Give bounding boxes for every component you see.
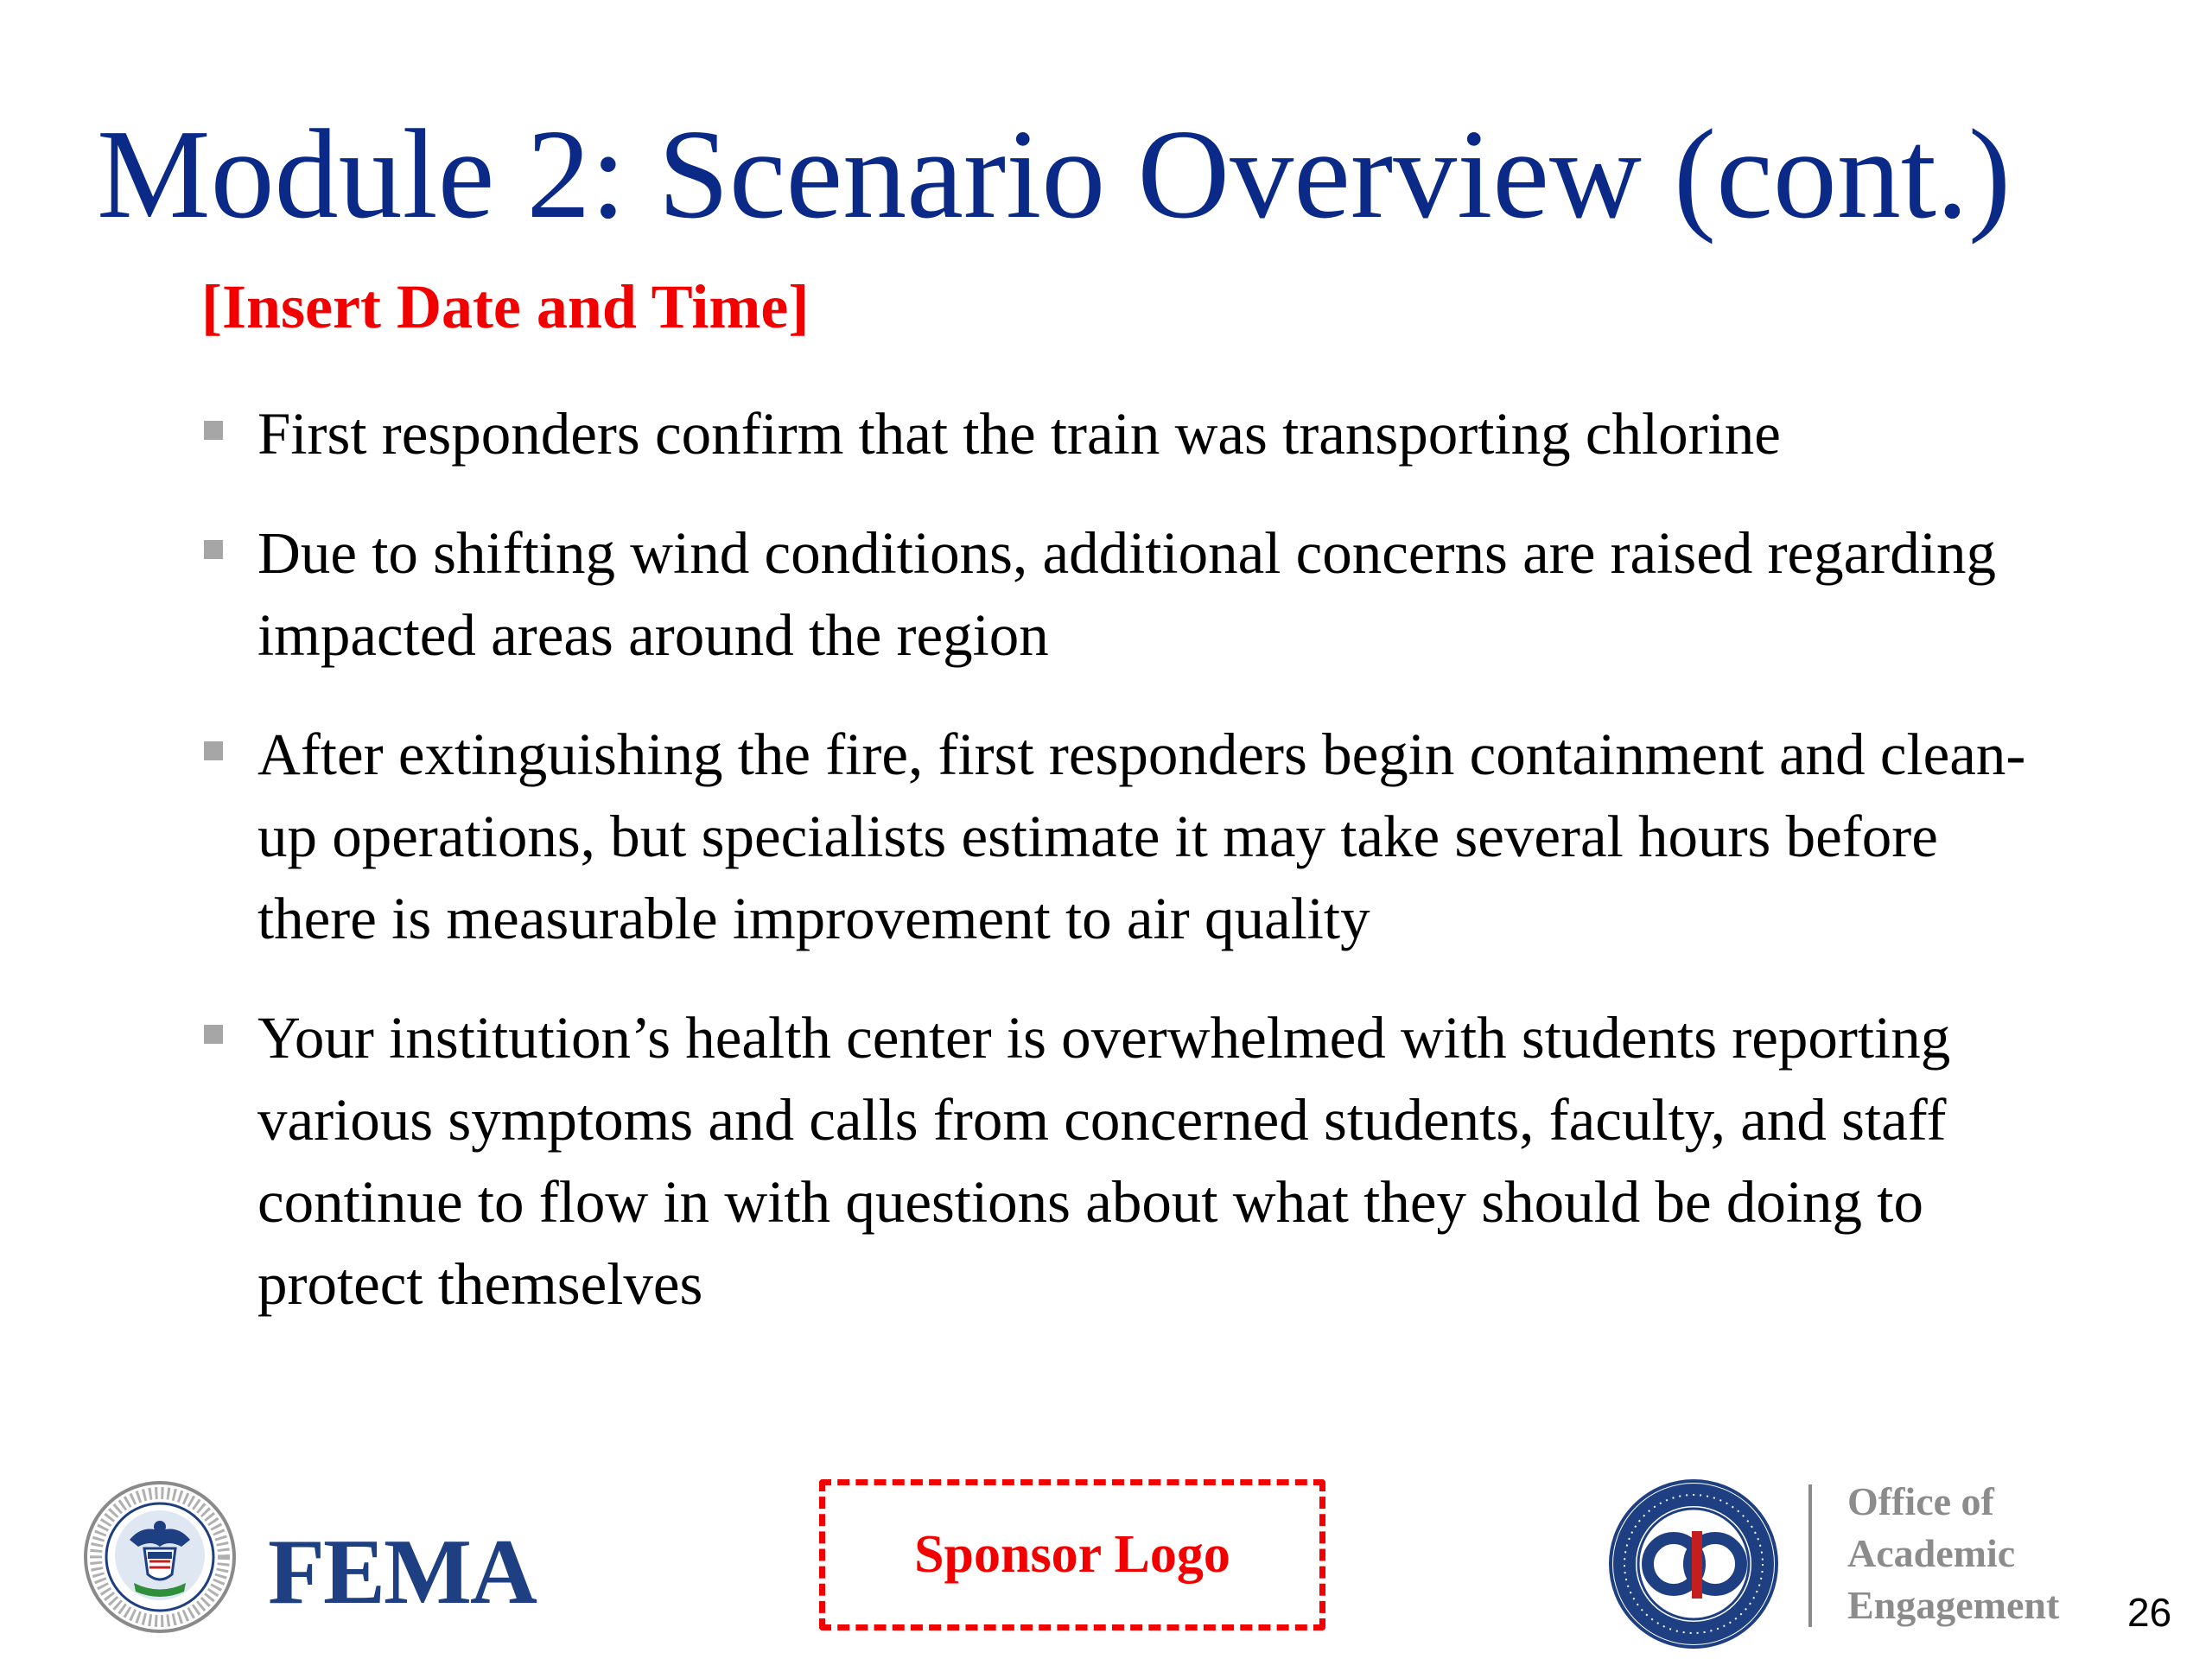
fema-wordmark: FEMA: [268, 1521, 536, 1624]
square-bullet-icon: [204, 741, 223, 760]
oae-wordmark: [1847, 1476, 2059, 1631]
bullet-item: [199, 997, 2048, 1325]
bullet-text: Due to shifting wind conditions, additional concerns are raised regarding impacted areas around the region: [257, 520, 1996, 668]
bullet-list: [199, 393, 2048, 1363]
bullet-item: [199, 512, 2048, 677]
oae-line: Engagement: [1847, 1583, 2060, 1627]
bullet-text: Your institution’s health center is overwhelmed with students reporting various symptoms and calls from concerned students, faculty, and staff continue to flow in with questions about what they should be doing to protect themselves: [257, 1005, 1951, 1317]
square-bullet-icon: [204, 1025, 223, 1044]
bullet-item: [199, 393, 2048, 475]
square-bullet-icon: [204, 421, 223, 440]
sponsor-logo-label: Sponsor Logo: [914, 1525, 1230, 1584]
oae-line: Academic: [1847, 1531, 2016, 1575]
page-number: 26: [2127, 1590, 2172, 1635]
bullet-text: After extinguishing the fire, first responders begin containment and clean-up operations, but specialists estimate it may take several hours before there is measurable improvement to air quality: [257, 721, 2026, 951]
campus-resilience-seal-icon: [1603, 1478, 1789, 1650]
oae-line: Office of: [1847, 1479, 1994, 1523]
square-bullet-icon: [204, 540, 223, 559]
dhs-seal-icon: [82, 1479, 238, 1635]
slide-title: Module 2: Scenario Overview (cont.): [97, 104, 2012, 245]
bullet-text: First responders confirm that the train was transporting chlorine: [257, 401, 1781, 467]
sponsor-logo-placeholder: [819, 1479, 1325, 1630]
bullet-item: [199, 714, 2048, 960]
logo-divider: [1808, 1484, 1812, 1627]
date-time-placeholder: [Insert Date and Time]: [201, 272, 810, 341]
